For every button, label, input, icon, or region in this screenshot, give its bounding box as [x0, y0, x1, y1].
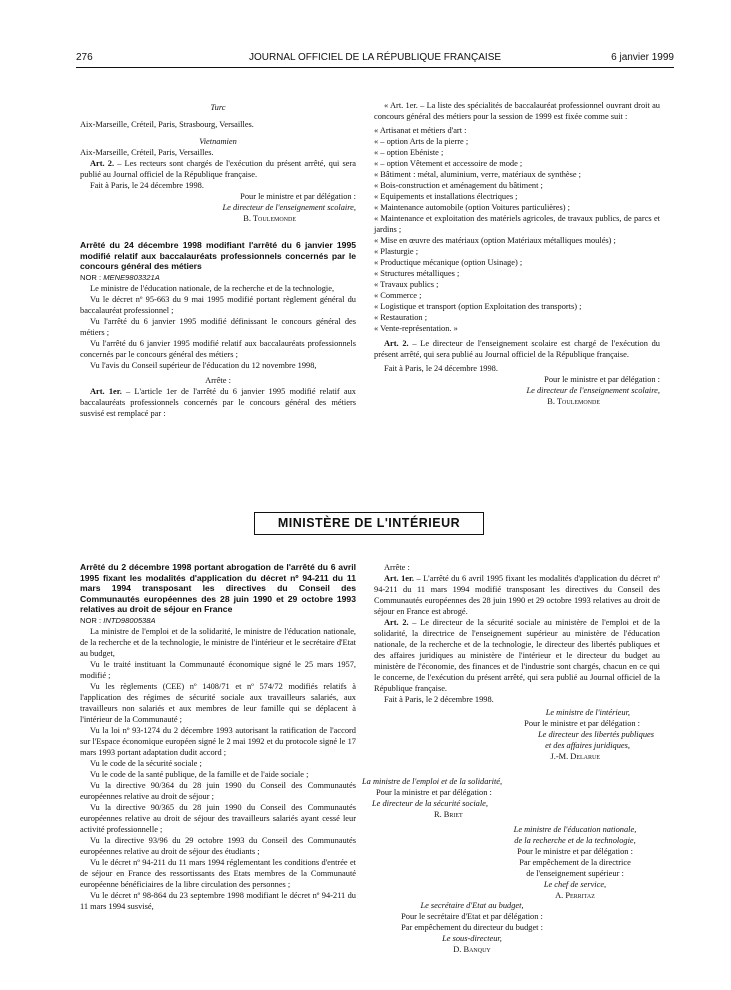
- article-1: Art. 1er. – L'arrêté du 6 avril 1995 fixant les modalités d'application du décret nº 94-211 du 11 mars 1994 modifié transposant les directives du Conseil des Communautés européennes des 28 juin 1990 et 29 octobre 1993 relatives au droit de séjour en France est abrogé.: [374, 574, 661, 616]
- signature-line: Le secrétaire d'Etat au budget,: [420, 901, 524, 910]
- signature-line: Le ministre de l'intérieur,: [545, 708, 630, 717]
- article-label: Art. 2.: [384, 618, 409, 627]
- nor-reference: NOR : MENE9803321A: [80, 272, 160, 282]
- header-rule: [76, 67, 674, 68]
- arrete-2-title: Arrêté du 2 décembre 1998 portant abrogation de l'arrêté du 6 avril 1995 fixant les modalités d'application du décret nº 94-211 du 11 mars 1994 transposant les directives du Conseil des Communautés européennes des 28 juin 1990 et 29 octobre 1993 relatives au droit de séjour en France: [80, 562, 356, 614]
- ministry-banner: MINISTÈRE DE L'INTÉRIEUR: [254, 512, 484, 535]
- signature-line: et des affaires juridiques,: [545, 741, 630, 750]
- list-item: « Bâtiment : métal, aluminium, verre, matériaux de synthèse ;: [374, 170, 581, 179]
- signature-line: de l'enseignement supérieur :: [526, 869, 624, 878]
- top-right-column: [374, 100, 660, 407]
- nor-reference: NOR : INTD9800538A: [80, 615, 156, 625]
- signature-line: Le directeur de l'enseignement scolaire,: [222, 203, 356, 212]
- signature-line: La ministre de l'emploi et de la solidarité,: [362, 777, 503, 786]
- paragraph: Vu l'arrêté du 6 janvier 1995 modifié définissant le concours général des métiers ;: [80, 316, 356, 337]
- signature-block-interieur: [374, 707, 660, 762]
- signature-name: D. Banquy: [453, 945, 491, 954]
- paragraph: Vu l'avis du Conseil supérieur de l'éducation du 12 novembre 1998,: [90, 360, 317, 370]
- list-item: « Travaux publics ;: [374, 280, 439, 289]
- paragraph: Vu le code de la sécurité sociale ;: [90, 758, 202, 768]
- article-label: Art. 2.: [90, 159, 115, 168]
- list-item: « – option Ebéniste ;: [374, 148, 444, 157]
- nor-code: INTD9800538A: [103, 615, 156, 625]
- fait-a-paris: Fait à Paris, le 2 décembre 1998.: [384, 695, 494, 704]
- signature-line: Le directeur de l'enseignement scolaire,: [526, 386, 660, 395]
- article-2: Art. 2. – Le directeur de l'enseignement scolaire est chargé de l'exécution du présent arrêté, qui sera publié au Journal officiel de la République française.: [374, 339, 660, 359]
- fait-a-paris: Fait à Paris, le 24 décembre 1998.: [384, 364, 498, 373]
- signature-line: Pour le ministre et par délégation :: [524, 719, 640, 728]
- list-item: « – option Vêtement et accessoire de mode ;: [374, 159, 523, 168]
- list-item: « Commerce ;: [374, 291, 422, 300]
- signature-line: Pour le ministre et par délégation :: [517, 847, 633, 856]
- bottom-left-column: [80, 562, 356, 912]
- issue-date: 6 janvier 1999: [611, 52, 674, 63]
- signature-line: Pour le ministre et par délégation :: [240, 192, 356, 201]
- top-left-column: [80, 102, 356, 419]
- signature-line: de la recherche et de la technologie,: [514, 836, 636, 845]
- paragraph: Vu la directive 93/96 du 29 octobre 1993 du Conseil des Communautés européennes relative au droit de séjour des étudiants ;: [80, 835, 356, 856]
- list-item: « Equipements et installations électriques ;: [374, 192, 518, 201]
- signature-line: Le directeur de la sécurité sociale,: [372, 799, 488, 808]
- signature-line: Pour le secrétaire d'Etat et par délégation :: [401, 912, 543, 921]
- list-item: « Structures métalliques ;: [374, 269, 460, 278]
- paragraph: Vu le traité instituant la Communauté économique signé le 25 mars 1957, modifié ;: [80, 659, 356, 680]
- list-item: « Restauration ;: [374, 313, 428, 322]
- fait-a-paris: Fait à Paris, le 24 décembre 1998.: [90, 181, 204, 190]
- signature-line: Le directeur des libertés publiques: [538, 730, 654, 739]
- paragraph: Vu l'arrêté du 6 janvier 1995 modifié relatif aux baccalauréats professionnels concernés par le concours général des métiers ;: [80, 338, 356, 359]
- list-item: « Maintenance automobile (option Voitures particulières) ;: [374, 203, 570, 212]
- signature-line: Pour la ministre et par délégation :: [376, 788, 492, 797]
- signature-block-emploi: [362, 776, 562, 820]
- paragraph: Vu le décret nº 98-864 du 23 septembre 1998 modifiant le décret nº 94-211 du 11 mars 1994 susvisé,: [80, 890, 356, 911]
- signature-name: R. Briet: [434, 810, 463, 819]
- list-item: « Bois-construction et aménagement du bâtiment ;: [374, 181, 543, 190]
- cities-turc: Aix-Marseille, Créteil, Paris, Strasbourg, Versailles.: [80, 120, 254, 129]
- list-intro: « Art. 1er. – La liste des spécialités de baccalauréat professionnel ouvrant droit au concours général des métiers pour la session de 1999 est fixée comme suit :: [374, 101, 660, 121]
- arrete-heading: Arrête :: [205, 375, 231, 385]
- nor-code: MENE9803321A: [103, 272, 160, 282]
- specialties-list: [374, 125, 660, 334]
- signature-block-education: [480, 824, 670, 901]
- paragraph: Vu le décret nº 95-663 du 9 mai 1995 modifié portant règlement général du baccalauréat professionnel ;: [80, 294, 356, 315]
- signature-line: Le sous-directeur,: [442, 934, 502, 943]
- list-item: « Mise en œuvre des matériaux (option Matériaux métalliques moulés) ;: [374, 236, 616, 245]
- signature-line: Par empêchement de la directrice: [519, 858, 631, 867]
- journal-title: JOURNAL OFFICIEL DE LA RÉPUBLIQUE FRANÇAISE: [248, 52, 502, 63]
- signature-name: B. Toulemonde: [547, 397, 600, 406]
- signature-name: A. Perritaz: [555, 891, 595, 900]
- paragraph: La ministre de l'emploi et de la solidarité, le ministre de l'éducation nationale, de la recherche et de la technologie, le ministre de l'intérieur et le secrétaire d'Etat au budget,: [80, 626, 356, 658]
- arrete-1-title: Arrêté du 24 décembre 1998 modifiant l'arrêté du 6 janvier 1995 modifié relatif aux baccalauréats professionnels concernés par le concours général des métiers: [80, 240, 356, 271]
- paragraph: Vu la directive 90/365 du 28 juin 1990 du Conseil des Communautés européennes relative au droit de séjour des travailleurs salariés ayant cessé leur activité professionnelle ;: [80, 802, 356, 834]
- paragraph: Vu le décret nº 94-211 du 11 mars 1994 réglementant les conditions d'entrée et de séjour en France des ressortissants des Etats membres de la Communauté européenne bénéficiaires de la libre circulation des personnes ;: [80, 857, 356, 889]
- signature-line: Pour le ministre et par délégation :: [544, 375, 660, 384]
- list-item: « Productique mécanique (option Usinage) ;: [374, 258, 523, 267]
- list-item: « Artisanat et métiers d'art :: [374, 126, 467, 135]
- signature-name: B. Toulemonde: [243, 214, 296, 223]
- language-turc: Turc: [210, 103, 226, 112]
- arrete-heading: Arrête :: [384, 563, 410, 572]
- article-label: Art. 1er.: [384, 574, 415, 583]
- signature-block-budget: [362, 900, 582, 955]
- list-item: « Plasturgie ;: [374, 247, 419, 256]
- article-2-recteurs: Art. 2. – Les recteurs sont chargés de l'exécution du présent arrêté, qui sera publié au Journal officiel de la République française.: [80, 159, 356, 179]
- paragraph: Vu les règlements (CEE) nº 1408/71 et nº 574/72 modifiés relatifs à l'application des régimes de sécurité sociale aux travailleurs salariés, aux travailleurs non salariés et aux membres de leur famille qui se déplacent à l'intérieur de la Communauté ;: [80, 681, 356, 724]
- signature-line: Par empêchement du directeur du budget :: [401, 923, 543, 932]
- bottom-right-column: [374, 562, 660, 762]
- paragraph: Vu la directive 90/364 du 28 juin 1990 du Conseil des Communautés européennes relative au droit de séjour ;: [80, 780, 356, 801]
- paragraph: Vu le code de la santé publique, de la famille et de l'aide sociale ;: [90, 769, 309, 779]
- running-header: [76, 52, 674, 66]
- signature-line: Le chef de service,: [543, 880, 607, 889]
- list-item: « Logistique et transport (option Exploitation des transports) ;: [374, 302, 582, 311]
- paragraph: Le ministre de l'éducation nationale, de la recherche et de la technologie,: [90, 283, 335, 293]
- list-item: « Maintenance et exploitation des matériels agricoles, de travaux publics, de parcs et jardins ;: [374, 214, 660, 234]
- language-vietnamien: Vietnamien: [199, 137, 237, 146]
- article-label: Art. 1er.: [90, 386, 122, 396]
- paragraph: Vu la loi nº 93-1274 du 2 décembre 1993 autorisant la ratification de l'accord sur l'Espace économique européen signé le 2 mai 1992 et du protocole signé le 17 mars 1993 portant adaptation dudit accord ;: [80, 725, 356, 757]
- list-item: « – option Arts de la pierre ;: [374, 137, 469, 146]
- article-1: Art. 1er. – L'article 1er de l'arrêté du 6 janvier 1995 modifié relatif aux baccalauréats professionnels concernés par le concours général des métiers susvisé est remplacé par :: [80, 386, 356, 418]
- page-number: 276: [76, 52, 93, 63]
- article-2: Art. 2. – Le directeur de la sécurité sociale au ministère de l'emploi et de la solidarité, la directrice de l'enseignement supérieur au ministère de l'éducation nationale, de la recherche et de la technologie, le directeur des libertés publiques et des affaires juridiques au ministère de l'intérieur et le directeur du budget au ministère de l'économie, des finances et de l'industrie sont chargés, chacun en ce qui le concerne, de l'exécution du présent arrêté, qui sera publié au Journal officiel de la République française.: [374, 618, 660, 693]
- article-label: Art. 2.: [384, 339, 409, 348]
- list-item: « Vente-représentation. »: [374, 324, 458, 333]
- signature-name: J.-M. Delarue: [550, 752, 600, 761]
- cities-vietnamien: Aix-Marseille, Créteil, Paris, Versailles.: [80, 148, 214, 157]
- signature-line: Le ministre de l'éducation nationale,: [513, 825, 637, 834]
